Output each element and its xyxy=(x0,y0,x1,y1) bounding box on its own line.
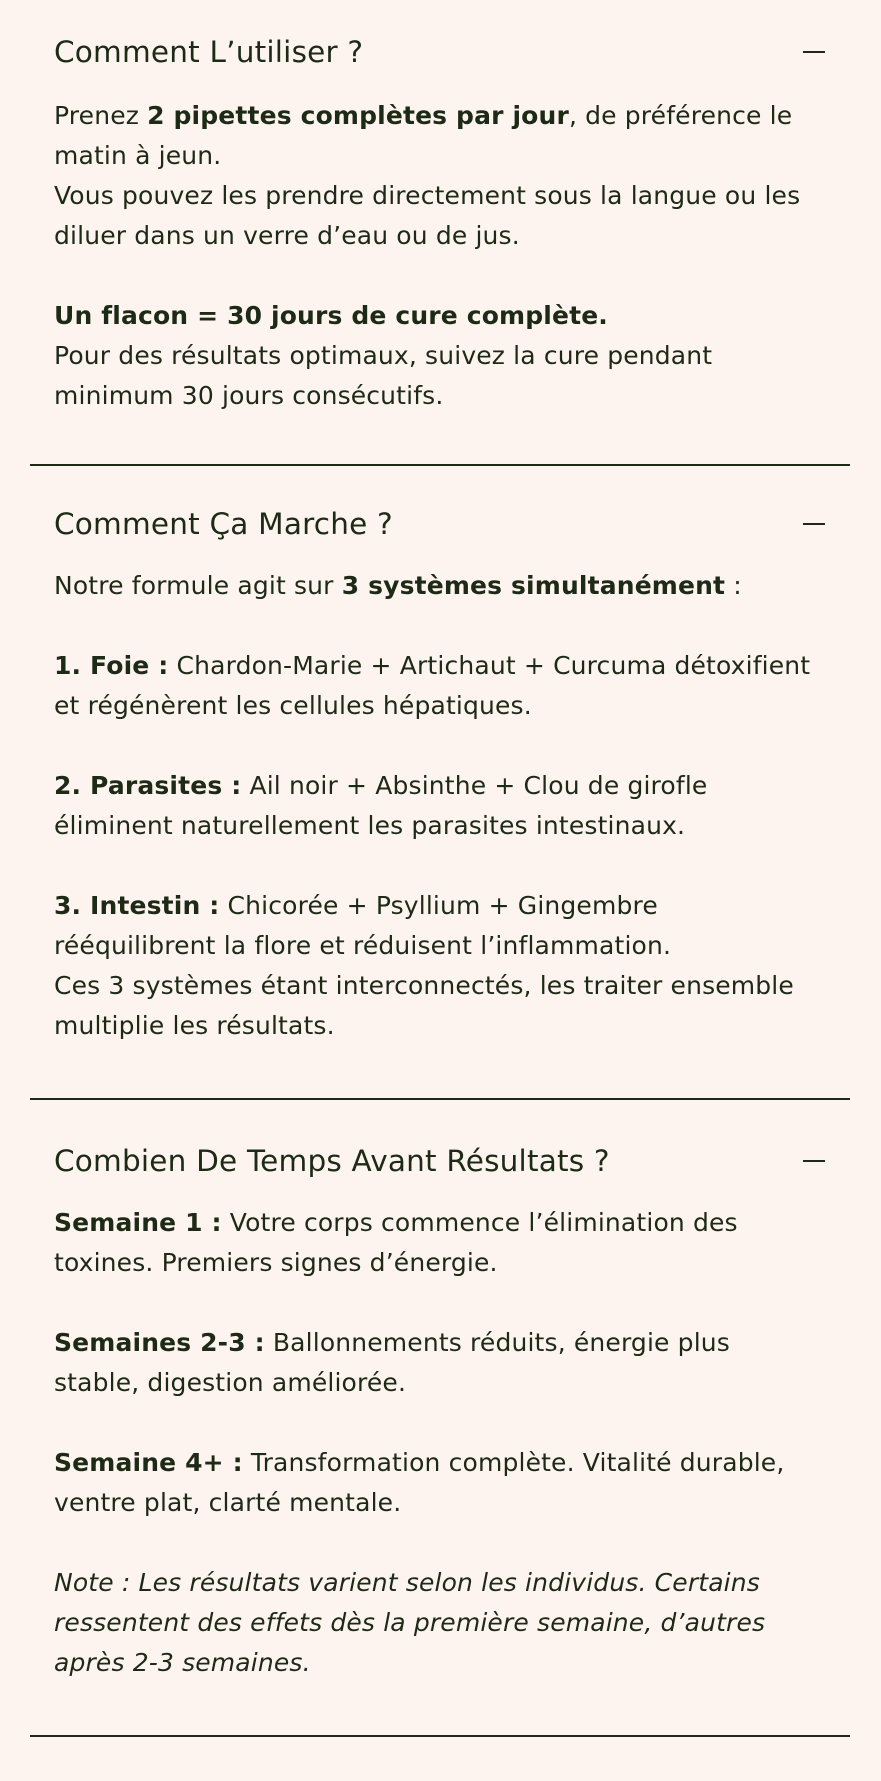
point-label: 2. Parasites : xyxy=(54,771,242,800)
faq-title: Comment L’utiliser ? xyxy=(54,35,364,69)
faq-header-results-time[interactable] xyxy=(54,1141,826,1181)
answer-line: Pour des résultats optimaux, suivez la cure pendant xyxy=(54,341,713,370)
faq-item-how-it-works xyxy=(30,466,850,1100)
answer-line: diluer dans un verre d’eau ou de jus. xyxy=(54,221,520,250)
faq-title: Comment Ça Marche ? xyxy=(54,507,393,541)
answer-line: Vous pouvez les prendre directement sous la langue ou les xyxy=(54,181,801,210)
answer-line: 3. Intestin : Chicorée + Psyllium + Gingembre xyxy=(54,891,658,920)
bold-text: 2 pipettes complètes par jour xyxy=(147,101,569,130)
faq-answer-how-it-works xyxy=(54,566,826,1046)
note-line: après 2-3 semaines. xyxy=(54,1648,311,1677)
faq-answer-how-to-use xyxy=(54,96,826,416)
answer-line: rééquilibrent la flore et réduisent l’inflammation. xyxy=(54,931,672,960)
answer-line: Prenez 2 pipettes complètes par jour, de préférence le xyxy=(54,101,793,130)
answer-line: 2. Parasites : Ail noir + Absinthe + Clou de girofle xyxy=(54,771,708,800)
minus-icon[interactable] xyxy=(803,1160,825,1162)
week-label: Semaine 4+ : xyxy=(54,1448,243,1477)
answer-line: Semaine 4+ : Transformation complète. Vitalité durable, xyxy=(54,1448,785,1477)
answer-line xyxy=(54,296,826,336)
answer-line: Ces 3 systèmes étant interconnectés, les traiter ensemble xyxy=(54,971,794,1000)
answer-line: ventre plat, clarté mentale. xyxy=(54,1488,402,1517)
faq-answer-results-time xyxy=(54,1203,826,1683)
minus-icon[interactable] xyxy=(803,523,825,525)
week-label: Semaines 2-3 : xyxy=(54,1328,265,1357)
faq-header-how-it-works[interactable] xyxy=(54,504,826,544)
point-label: 3. Intestin : xyxy=(54,891,220,920)
answer-line: toxines. Premiers signes d’énergie. xyxy=(54,1248,498,1277)
answer-line: Semaine 1 : Votre corps commence l’élimination des xyxy=(54,1208,738,1237)
answer-line: 1. Foie : Chardon-Marie + Artichaut + Curcuma détoxifient xyxy=(54,651,811,680)
faq-title: Combien De Temps Avant Résultats ? xyxy=(54,1144,610,1178)
bold-text: Un flacon = 30 jours de cure complète. xyxy=(54,301,608,330)
answer-line: éliminent naturellement les parasites intestinaux. xyxy=(54,811,686,840)
minus-icon[interactable] xyxy=(803,51,825,53)
answer-line: Semaines 2-3 : Ballonnements réduits, énergie plus xyxy=(54,1328,730,1357)
answer-line: Notre formule agit sur 3 systèmes simultanément : xyxy=(54,571,742,600)
answer-line: stable, digestion améliorée. xyxy=(54,1368,407,1397)
faq-item-how-to-use xyxy=(30,0,850,466)
week-label: Semaine 1 : xyxy=(54,1208,222,1237)
answer-line: multiplie les résultats. xyxy=(54,1011,335,1040)
faq-header-how-to-use[interactable] xyxy=(54,32,826,72)
answer-line: et régénèrent les cellules hépatiques. xyxy=(54,691,532,720)
answer-line: matin à jeun. xyxy=(54,141,222,170)
point-label: 1. Foie : xyxy=(54,651,169,680)
answer-line: minimum 30 jours consécutifs. xyxy=(54,381,444,410)
bold-text: 3 systèmes simultanément xyxy=(341,571,726,600)
note-line: Note : Les résultats varient selon les individus. Certains xyxy=(54,1568,760,1597)
faq-accordion xyxy=(30,0,850,1737)
faq-item-results-time xyxy=(30,1100,850,1737)
note-line: ressentent des effets dès la première semaine, d’autres xyxy=(54,1608,766,1637)
